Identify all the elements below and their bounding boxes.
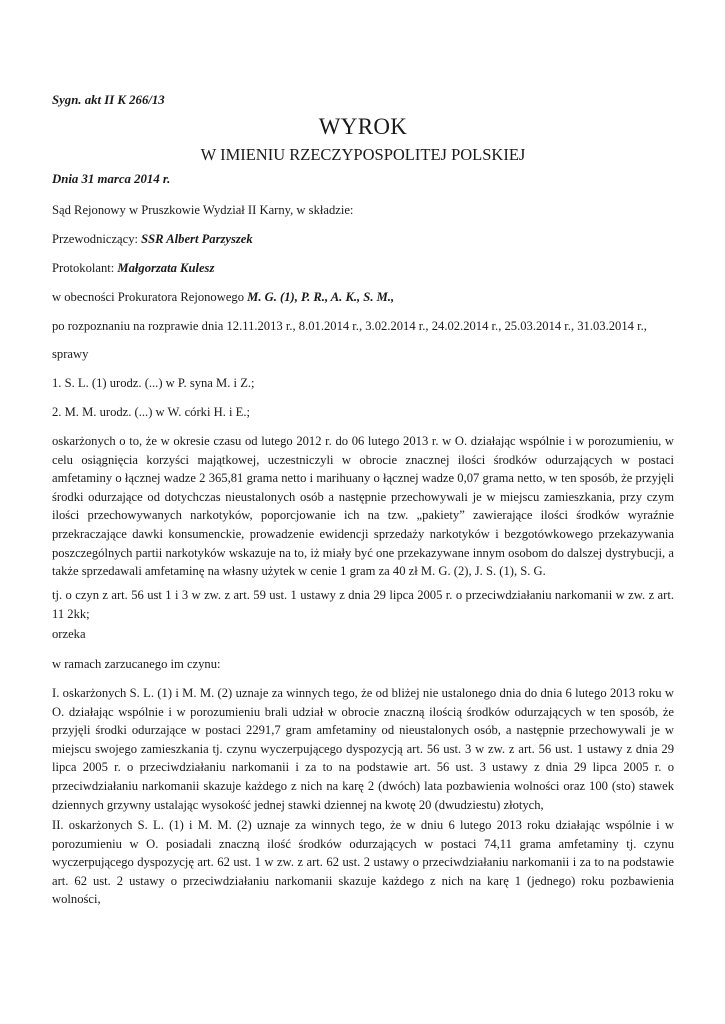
orzeka-line: orzeka — [52, 627, 86, 641]
sprawy-line: sprawy — [52, 347, 89, 361]
document-subtitle: W IMIENIU RZECZYPOSPOLITEJ POLSKIEJ — [200, 145, 526, 164]
clerk-label: Protokolant: — [52, 261, 118, 275]
verdict-point-2: II. oskarżonych S. L. (1) i M. M. (2) uznaje za winnych tego, że w dniu 6 lutego 2013 roku działając wspólnie i w porozumieniu w O. posiadali znaczną ilość środków odurzających w postaci 74,11 grama amfetaminy tj. czynu wyczerpującego dyspozycję art. 62 ust. 1 w zw. z art. 62 ust. 2 ustawy o przeciwdziałaniu narkomanii i za to na podstawie art. 62 ust. 2 ustawy o przeciwdziałaniu narkomanii skazuje każdego z nich na karę 1 (jednego) roku pozbawienia wolności, — [52, 818, 674, 907]
presence-line — [52, 290, 394, 305]
defendant-1: 1. S. L. (1) urodz. (...) w P. syna M. i Z.; — [52, 376, 255, 390]
chair-line — [52, 232, 253, 247]
presence-names: M. G. (1), P. R., A. K., S. M., — [247, 290, 395, 304]
presence-label: w obecności Prokuratora Rejonowego — [52, 290, 248, 304]
hearing-dates-line: po rozpoznaniu na rozprawie dnia 12.11.2013 r., 8.01.2014 r., 3.02.2014 r., 24.02.2014 r., 25.03.2014 r., 31.03.2014 r., — [52, 319, 647, 333]
clerk-name: Małgorzata Kulesz — [117, 261, 215, 275]
scope-line: w ramach zarzucanego im czynu: — [52, 657, 221, 671]
chair-label: Przewodniczący: — [52, 232, 142, 246]
chair-name: SSR Albert Parzyszek — [141, 232, 253, 246]
judgment-date: Dnia 31 marca 2014 r. — [52, 172, 171, 186]
charges-paragraph: oskarżonych o to, że w okresie czasu od lutego 2012 r. do 06 lutego 2013 r. w O. działając wspólnie i w porozumieniu, w celu osiągnięcia korzyści majątkowej, uczestniczyli w obrocie znacznej ilości środków odurzających w postaci amfetaminy o łącznej wadze 2 365,81 grama netto i marihuany o łącznej wadze 0,07 grama netto, w ten sposób, że przyjęli środki odurzające od dotychczas nieustalonych osób a następnie przechowywali je w miejscu zamieszkania, przy czym ilości przechowywanych narkotyków, poporcjowanie ich na tzw. „pakiety” zawierające ilości środków wyraźnie przekraczające dawki konsumenckie, prowadzenie ewidencji sprzedaży narkotyków i bezgotówkowego przekazywania poszczególnych partii narkotyków wskazuje na to, iż miały być one przekazywane innym osobom do dalszej dystrybucji, a także sprzedawali amfetaminę na własny użytek w cenie 1 gram za 40 zł M. G. (2), J. S. (1), S. G. — [52, 434, 674, 579]
document-title: WYROK — [318, 114, 408, 139]
court-line: Sąd Rejonowy w Pruszkowie Wydział II Karny, w składzie: — [52, 203, 354, 217]
verdict-point-1: I. oskarżonych S. L. (1) i M. M. (2) uznaje za winnych tego, że od bliżej nie ustalonego dnia do dnia 6 lutego 2013 roku w O. działając wspólnie i w porozumieniu brali udział w obrocie znaczną ilością środków odurzających w ten sposób, że przyjęli środki odurzające w postaci 2291,7 gram amfetaminy od nieustalonych osób, a następnie przechowywali je w miejscu swojego zamieszkania tj. czynu wyczerpującego dyspozycją art. 56 ust. 3 w zw. z art. 56 ust. 1 ustawy z dnia 29 lipca 2005 r. o przeciwdziałaniu narkomanii i za to na podstawie art. 56 ust. 3 ustawy z dnia 29 lipca 2005 r. o przeciwdziałaniu narkomanii skazuje każdego z nich na karę 2 (dwóch) lata pozbawienia wolności oraz 100 (sto) stawek dziennych grzywny ustalając wysokość jednej stawki dziennej na kwotę 20 (dwudziestu) złotych, — [52, 686, 674, 812]
case-number: Sygn. akt II K 266/13 — [52, 93, 165, 107]
clerk-line — [52, 261, 214, 276]
qualification-paragraph: tj. o czyn z art. 56 ust 1 i 3 w zw. z art. 59 ust. 1 ustawy z dnia 29 lipca 2005 r. o przeciwdziałaniu narkomanii w zw. z art. 11 2kk; — [52, 588, 674, 621]
defendant-2: 2. M. M. urodz. (...) w W. córki H. i E.; — [52, 405, 250, 419]
